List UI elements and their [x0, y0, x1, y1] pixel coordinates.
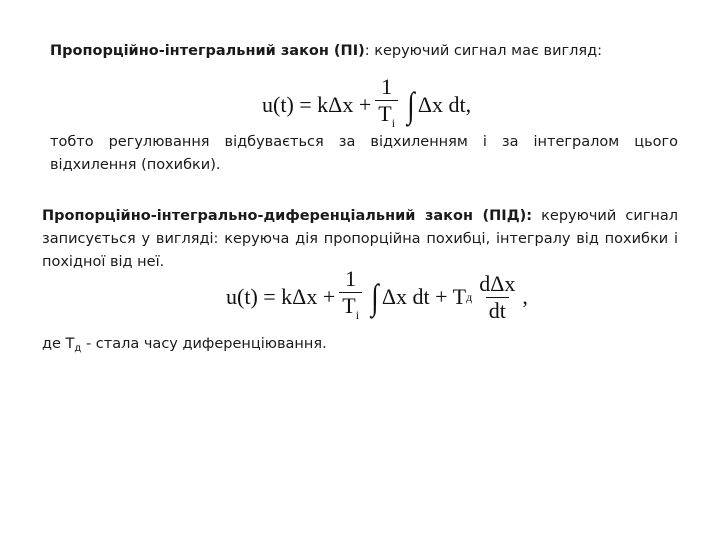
pid-formula-fraction	[339, 266, 362, 328]
note-rest: - стала часу диференціювання.	[81, 336, 327, 352]
pi-heading	[50, 40, 670, 63]
pid-formula-mid-sub: д	[466, 289, 473, 304]
pi-formula-rhs: Δx dt,	[417, 92, 472, 117]
pid-formula-lhs: u(t) = kΔx +	[226, 284, 336, 309]
pi-explanation: тобто регулювання відбувається за відхиленням і за інтегралом цього відхилення (похибки).	[50, 134, 678, 173]
pi-formula-den-sub: i	[391, 116, 396, 130]
pi-title: Пропорційно-інтегральний закон (ПІ)	[50, 43, 365, 59]
pid-formula-den-main: T	[342, 293, 356, 318]
pid-formula-mid: Δx dt + T	[381, 284, 467, 309]
note-text	[42, 333, 642, 360]
pi-title-rest: : керуючий сигнал має вигляд:	[364, 43, 603, 59]
pid-formula-den-sub: i	[355, 308, 360, 322]
pid-description: керуючий сигнал записується у вигляді: керуюча дія пропорційна похибці, інтегралу від похибки і похідної від неї.	[42, 208, 678, 270]
pid-formula-numerator: 1	[345, 266, 357, 291]
pid-derivative-fraction	[476, 271, 518, 324]
pi-formula-fraction	[375, 74, 398, 136]
pi-formula-lhs: u(t) = kΔx +	[262, 92, 372, 117]
pid-formula	[226, 266, 528, 328]
pid-formula-end: ,	[522, 284, 528, 309]
pid-title: Пропорційно-інтегрально-диференціальний закон (ПІД):	[42, 208, 533, 224]
pi-formula	[262, 74, 471, 136]
pi-integral-sign: ∫	[407, 85, 415, 125]
pid-derivative-numerator: dΔx	[479, 270, 516, 296]
note-prefix: де Т	[42, 336, 75, 352]
pid-integral-sign: ∫	[371, 277, 379, 317]
pid-formula-denominator	[339, 292, 362, 328]
pi-formula-den-main: T	[378, 101, 392, 126]
pi-formula-numerator: 1	[381, 74, 393, 99]
pid-derivative-denominator: dt	[486, 297, 509, 324]
note-sub: д	[74, 343, 82, 354]
pid-paragraph	[42, 205, 678, 274]
